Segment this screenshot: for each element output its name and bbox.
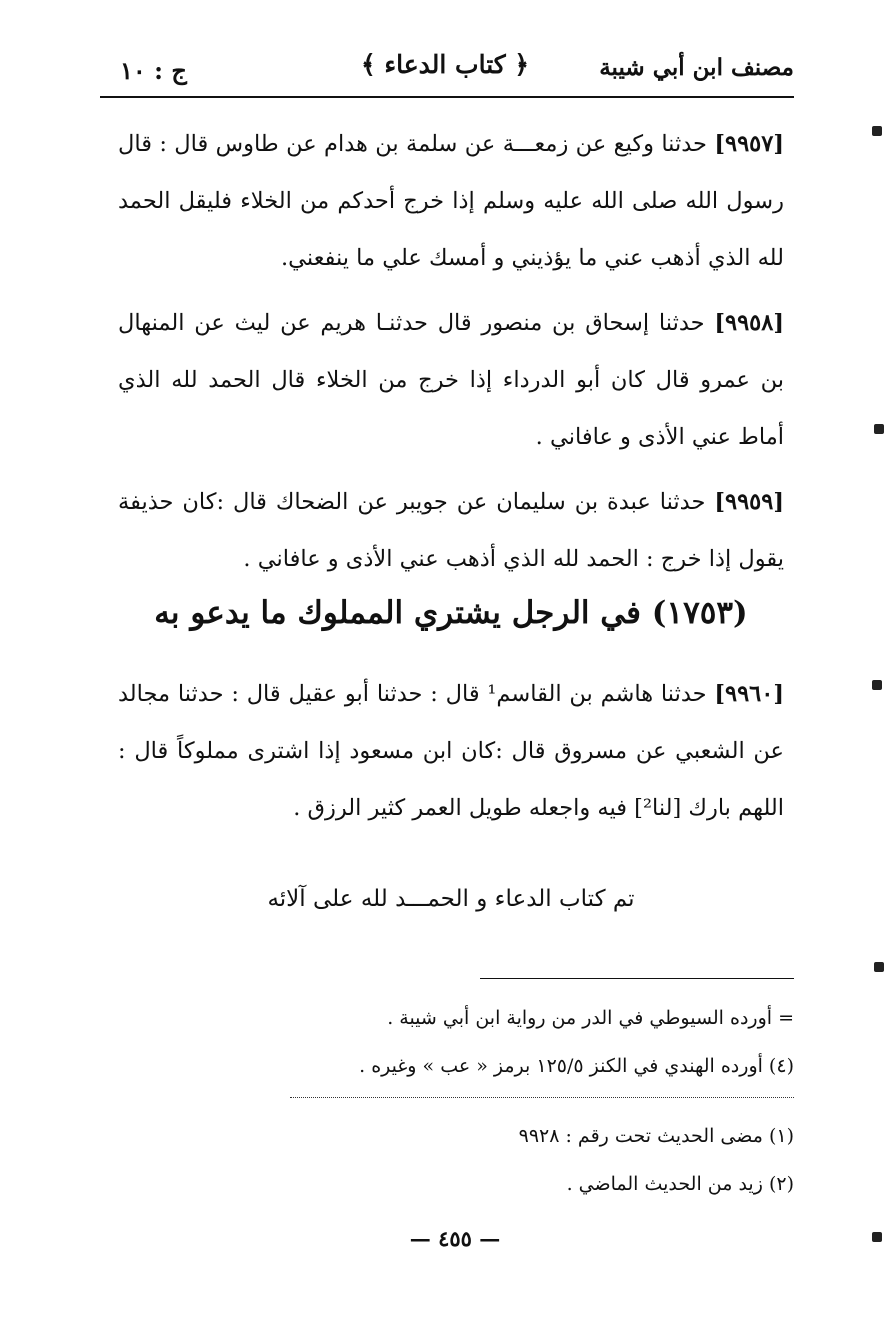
header-rule: [100, 96, 794, 98]
margin-mark: [874, 424, 884, 434]
section-title: ﴿ كتاب الدعاء ﴾: [361, 50, 529, 79]
margin-mark: [872, 680, 882, 690]
hadith-text: حدثنا عبدة بن سليمان عن جويبر عن الضحاك قال :كان حذيفة يقول إذا خرج : الحمد لله الذي أذهب عني الأذى و عافاني .: [118, 489, 784, 572]
footnotes-upper: [250, 994, 794, 1090]
colophon: تم كتاب الدعاء و الحمـــد لله على آلائه: [267, 886, 635, 912]
hadith-number: [٩٩٦٠]: [714, 681, 785, 707]
footnotes-lower: [250, 1112, 794, 1208]
book-title: مصنف ابن أبي شيبة: [599, 54, 794, 81]
page-number: — ٤٥٥ —: [409, 1226, 501, 1251]
margin-mark: [872, 126, 882, 136]
hadith-text: حدثنا إسحاق بن منصور قال حدثنـا هريم عن ليث عن المنهال بن عمرو قال كان أبو الدرداء إذا خرج من الخلاء قال الحمد لله الذي أماط عني الأذى و عافاني .: [118, 310, 784, 450]
hadith-text: حدثنا وكيع عن زمعـــة عن سلمة بن هدام عن طاوس قال : قال رسول الله صلى الله عليه وسلم إذا خرج أحدكم من الخلاء فليقل الحمد لله الذي أذهب عني ما يؤذيني و أمسك علي ما ينفعني.: [118, 131, 784, 271]
page-header: [100, 46, 794, 92]
volume-number: ج : ١٠: [120, 56, 187, 85]
hadith-block-2: [118, 666, 784, 845]
hadith-text: حدثنا هاشم بن القاسم¹ قال : حدثنا أبو عقيل قال : حدثنا مجالد عن الشعبي عن مسروق قال :كان ابن مسعود إذا اشترى مملوكاً قال : اللهم بارك [لنا²] فيه واجعله طويل العمر كثير الرزق .: [118, 681, 784, 821]
margin-mark: [872, 1232, 882, 1242]
footnote-separator: [290, 1097, 794, 1102]
hadith-9959: [118, 474, 784, 588]
hadith-number: [٩٩٥٨]: [714, 310, 784, 336]
footnote: (١) مضى الحديث تحت رقم : ٩٩٢٨: [518, 1125, 794, 1147]
hadith-9957: [118, 116, 784, 287]
footnote: (٤) أورده الهندي في الكنز ١٢٥/٥ برمز « عب » وغيره .: [359, 1055, 794, 1077]
margin-mark: [874, 962, 884, 972]
footnote: (٢) زيد من الحديث الماضي .: [566, 1173, 794, 1195]
footnote: = أورده السيوطي في الدر من رواية ابن أبي شيبة .: [387, 1007, 794, 1029]
hadith-9960: [118, 666, 784, 837]
hadith-block-1: [118, 116, 784, 596]
hadith-9958: [118, 295, 784, 466]
hadith-number: [٩٩٥٩]: [714, 489, 784, 515]
hadith-number: [٩٩٥٧]: [714, 131, 784, 157]
footnote-rule: [480, 978, 794, 979]
chapter-heading: (١٧٥٣) في الرجل يشتري المملوك ما يدعو به: [154, 595, 748, 631]
